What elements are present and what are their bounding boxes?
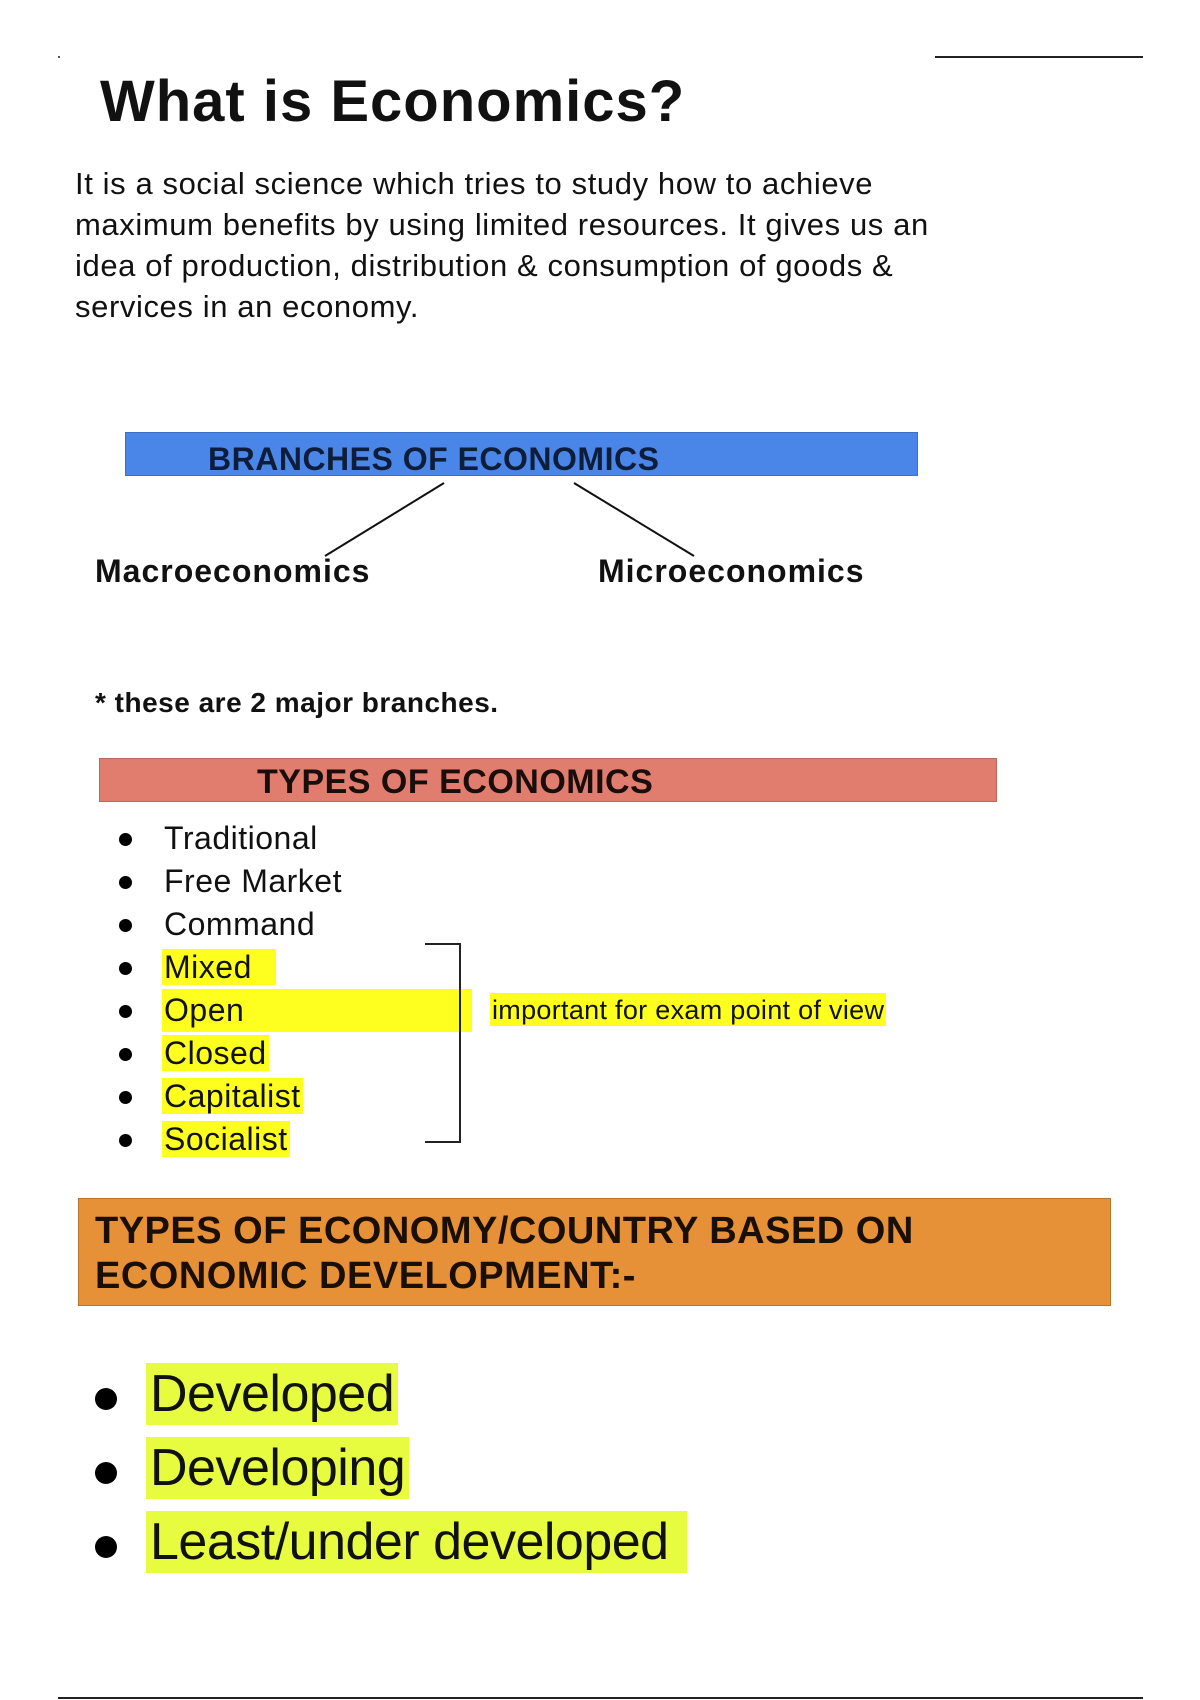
list-item xyxy=(110,1032,472,1075)
list-item xyxy=(110,1118,472,1161)
branch-connector-lines xyxy=(0,0,1200,620)
bullet-icon xyxy=(119,1005,132,1018)
list-item xyxy=(90,1436,687,1510)
bullet-icon xyxy=(95,1536,117,1558)
branch-line-left xyxy=(325,483,444,556)
bracket-icon xyxy=(425,943,461,1143)
list-item xyxy=(90,1362,687,1436)
list-item xyxy=(110,946,472,989)
branches-note: * these are 2 major branches. xyxy=(95,687,499,718)
bullet-icon xyxy=(119,1048,132,1061)
list-item xyxy=(110,903,472,946)
list-item xyxy=(110,1075,472,1118)
list-item xyxy=(90,1510,687,1584)
development-item-developing: Developing xyxy=(146,1437,409,1499)
bullet-icon xyxy=(95,1388,117,1410)
development-list xyxy=(90,1362,687,1584)
development-item-developed: Developed xyxy=(146,1363,398,1425)
type-item-open: Open xyxy=(162,989,472,1032)
list-item xyxy=(110,860,472,903)
development-item-least-developed: Least/under developed xyxy=(146,1511,687,1573)
bullet-icon xyxy=(119,919,132,932)
types-heading: TYPES OF ECONOMICS xyxy=(257,763,654,801)
types-list xyxy=(110,817,472,1161)
bullet-icon xyxy=(119,833,132,846)
page-title: What is Economics? xyxy=(100,69,686,134)
list-item xyxy=(110,989,472,1032)
intro-paragraph: It is a social science which tries to study how to achieve maximum benefits by using limited resources. It gives us an idea of production, distribution & consumption of goods & services in an economy. xyxy=(75,166,929,324)
bullet-icon xyxy=(119,1134,132,1147)
list-item xyxy=(110,817,472,860)
type-item-traditional: Traditional xyxy=(164,820,318,856)
bullet-icon xyxy=(119,1091,132,1104)
exam-note: important for exam point of view xyxy=(492,995,885,1025)
bottom-rule xyxy=(58,1697,1143,1699)
bullet-icon xyxy=(119,876,132,889)
branches-heading: BRANCHES OF ECONOMICS xyxy=(208,441,660,477)
branch-line-right xyxy=(574,483,694,556)
development-heading: TYPES OF ECONOMY/COUNTRY BASED ON ECONOMIC DEVELOPMENT:- xyxy=(95,1210,914,1297)
bullet-icon xyxy=(95,1462,117,1484)
types-heading-bar xyxy=(99,758,997,802)
type-item-free-market: Free Market xyxy=(164,863,342,899)
type-item-mixed: Mixed xyxy=(162,949,276,985)
type-item-capitalist: Capitalist xyxy=(164,1078,301,1114)
type-item-socialist: Socialist xyxy=(164,1121,288,1157)
development-heading-bar xyxy=(78,1198,1111,1306)
branch-microeconomics: Microeconomics xyxy=(598,553,865,589)
type-item-closed: Closed xyxy=(164,1035,267,1071)
bullet-icon xyxy=(119,962,132,975)
branch-macroeconomics: Macroeconomics xyxy=(95,553,371,589)
type-item-command: Command xyxy=(164,906,316,942)
